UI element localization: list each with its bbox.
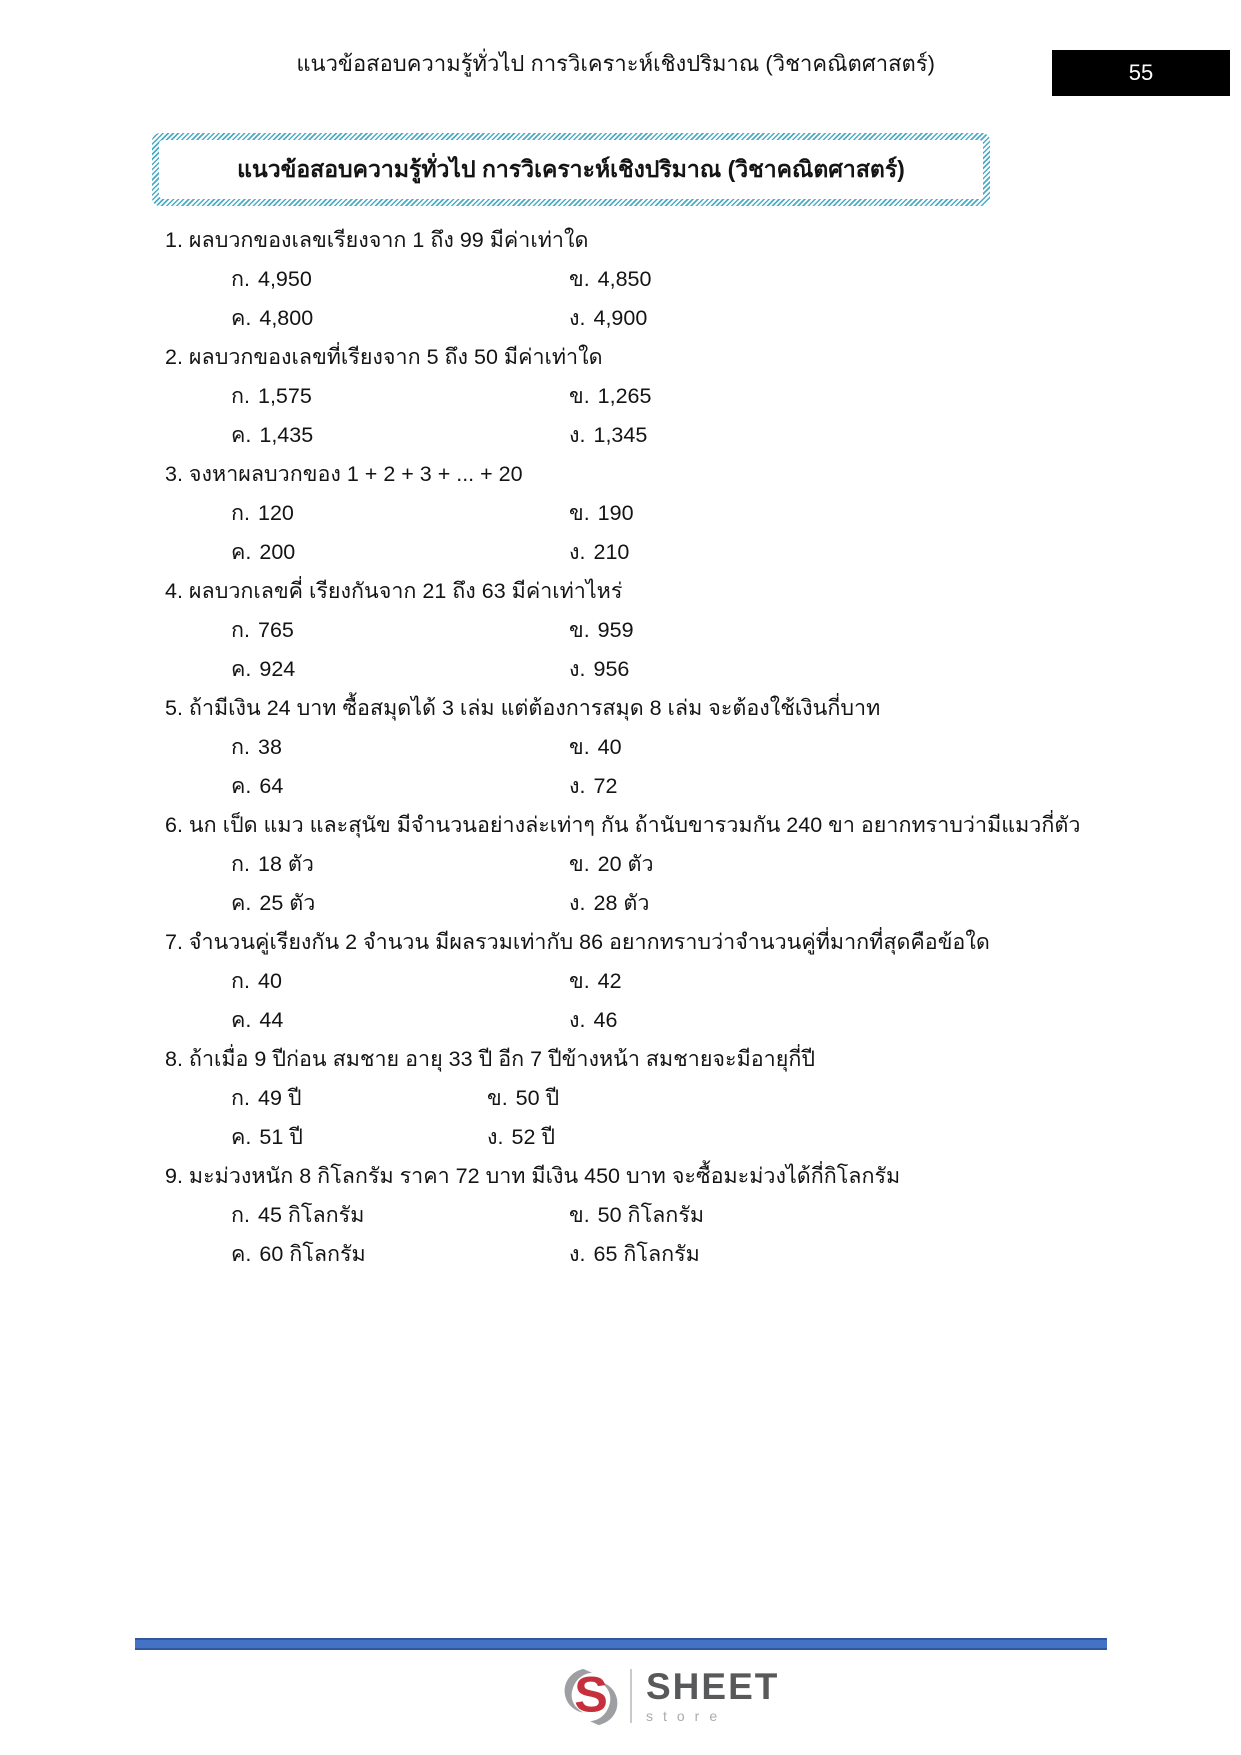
question-text [165,689,1177,728]
choice-c: ค. 60 กิโลกรัม [231,1242,366,1266]
question-7 [165,923,1177,1040]
choice-grid [165,1196,1177,1274]
question-body: ถ้ามีเงิน 24 บาท ซื้อสมุดได้ 3 เล่ม แต่ต้องการสมุด 8 เล่ม จะต้องใช้เงินกี่บาท [188,696,881,720]
question-number: 3. [165,462,183,486]
question-1 [165,221,1177,338]
page-number: 55 [1128,60,1154,85]
question-text [165,572,1177,611]
question-number: 8. [165,1047,183,1071]
choice-b: ข. 50 กิโลกรัม [569,1203,705,1227]
choice-grid [165,1079,1177,1157]
brand-name: SHEET [646,1665,780,1707]
choice-a: ก. 4,950 [231,267,312,291]
choice-b: ข. 959 [569,618,634,642]
question-body: จำนวนคู่เรียงกัน 2 จำนวน มีผลรวมเท่ากับ 86 อยากทราบว่าจำนวนคู่ที่มากที่สุดคือข้อใด [188,930,990,954]
choice-a: ก. 120 [231,501,294,525]
question-number: 2. [165,345,183,369]
question-text [165,1157,1177,1196]
choice-grid [165,260,1177,338]
brand-subtitle: store [646,1707,728,1724]
question-number: 1. [165,228,183,252]
question-body: มะม่วงหนัก 8 กิโลกรัม ราคา 72 บาท มีเงิน 450 บาท จะซื้อมะม่วงได้กี่กิโลกรัม [188,1164,901,1188]
title-box-text: แนวข้อสอบความรู้ทั่วไป การวิเคราะห์เชิงปริมาณ (วิชาคณิตศาสตร์) [159,140,983,199]
question-number: 7. [165,930,183,954]
question-5 [165,689,1177,806]
choice-c: ค. 25 ตัว [231,891,316,915]
choice-grid [165,845,1177,923]
choice-d: ง. 210 [569,540,630,564]
choice-a: ก. 49 ปี [231,1086,302,1110]
choice-b: ข. 50 ปี [487,1086,560,1110]
choice-b: ข. 190 [569,501,634,525]
question-number: 6. [165,813,183,837]
choice-d: ง. 46 [569,1008,618,1032]
question-text [165,806,1177,845]
choice-a: ก. 40 [231,969,282,993]
choice-d: ง. 1,345 [569,423,648,447]
footer-divider-rule [135,1638,1107,1650]
choice-a: ก. 38 [231,735,282,759]
choice-grid [165,611,1177,689]
choice-d: ง. 956 [569,657,630,681]
title-box [152,133,990,206]
choice-b: ข. 20 ตัว [569,852,654,876]
question-text [165,338,1177,377]
question-number: 4. [165,579,183,603]
choice-b: ข. 1,265 [569,384,652,408]
question-text [165,221,1177,260]
question-2 [165,338,1177,455]
choice-grid [165,962,1177,1040]
question-body: ถ้าเมื่อ 9 ปีก่อน สมชาย อายุ 33 ปี อีก 7 ปีข้างหน้า สมชายจะมีอายุกี่ปี [188,1047,815,1071]
question-text [165,923,1177,962]
choice-grid [165,494,1177,572]
choice-d: ง. 52 ปี [487,1125,556,1149]
question-8 [165,1040,1177,1157]
logo-text [646,1665,780,1724]
question-body: ผลบวกของเลขที่เรียงจาก 5 ถึง 50 มีค่าเท่าใด [188,345,603,369]
question-3 [165,455,1177,572]
choice-d: ง. 72 [569,774,618,798]
choice-a: ก. 765 [231,618,294,642]
question-body: นก เป็ด แมว และสุนัข มีจำนวนอย่างล่ะเท่าๆ กัน ถ้านับขารวมกัน 240 ขา อยากทราบว่ามีแมวกี่ตัว [188,813,1081,837]
question-list [165,221,1177,1274]
choice-c: ค. 1,435 [231,423,314,447]
question-9 [165,1157,1177,1274]
choice-c: ค. 200 [231,540,296,564]
choice-d: ง. 65 กิโลกรัม [569,1242,700,1266]
question-6 [165,806,1177,923]
choice-grid [165,377,1177,455]
choice-grid [165,728,1177,806]
svg-text:S: S [574,1665,608,1723]
choice-c: ค. 51 ปี [231,1125,303,1149]
question-text [165,455,1177,494]
choice-b: ข. 4,850 [569,267,652,291]
running-header-title: แนวข้อสอบความรู้ทั่วไป การวิเคราะห์เชิงปริมาณ (วิชาคณิตศาสตร์) [296,51,935,76]
question-number: 9. [165,1164,183,1188]
choice-c: ค. 4,800 [231,306,314,330]
choice-a: ก. 1,575 [231,384,312,408]
choice-c: ค. 64 [231,774,284,798]
page-number-badge [1052,50,1230,96]
question-text [165,1040,1177,1079]
question-body: ผลบวกของเลขเรียงจาก 1 ถึง 99 มีค่าเท่าใด [188,228,589,252]
choice-b: ข. 40 [569,735,622,759]
question-body: จงหาผลบวกของ 1 + 2 + 3 + ... + 20 [188,462,523,486]
choice-c: ค. 924 [231,657,296,681]
question-4 [165,572,1177,689]
choice-a: ก. 18 ตัว [231,852,314,876]
sheet-store-logo [560,1660,779,1732]
choice-b: ข. 42 [569,969,622,993]
question-number: 5. [165,696,183,720]
choice-d: ง. 4,900 [569,306,648,330]
choice-a: ก. 45 กิโลกรัม [231,1203,365,1227]
choice-d: ง. 28 ตัว [569,891,650,915]
sheet-store-s-icon [560,1660,622,1732]
choice-c: ค. 44 [231,1008,284,1032]
logo-divider [630,1669,632,1723]
question-body: ผลบวกเลขคี่ เรียงกันจาก 21 ถึง 63 มีค่าเท่าไหร่ [188,579,623,603]
